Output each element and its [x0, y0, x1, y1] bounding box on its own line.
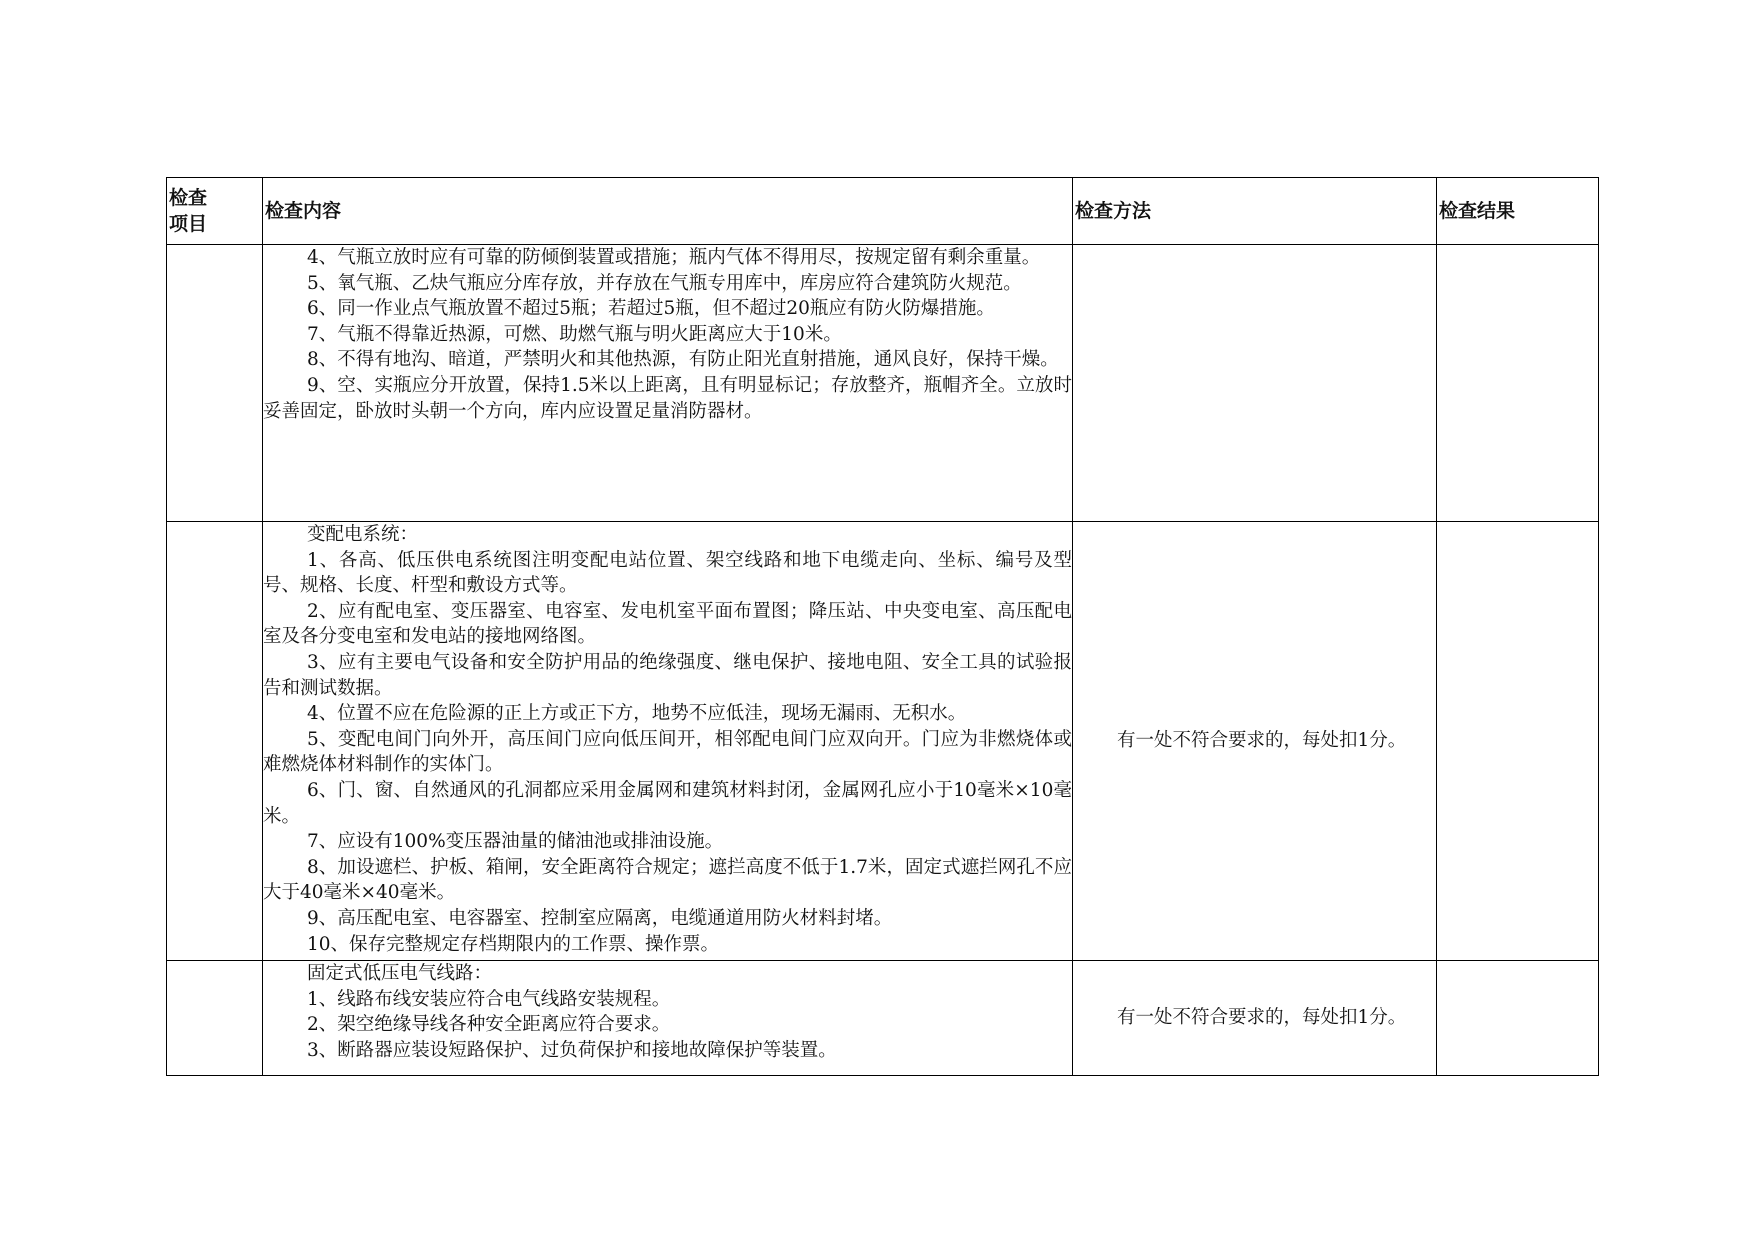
content-cell	[263, 245, 1073, 522]
content-line: 7、气瓶不得靠近热源，可燃、助燃气瓶与明火距离应大于10米。	[307, 323, 842, 345]
result-cell	[1437, 522, 1599, 961]
content-cell	[263, 522, 1073, 961]
header-inspection-content: 检查内容	[263, 178, 1073, 245]
content-line: 1、线路布线安装应符合电气线路安装规程。	[307, 988, 671, 1010]
item-cell	[167, 245, 263, 522]
content-line: 5、氧气瓶、乙炔气瓶应分库存放，并存放在气瓶专用库中，库房应符合建筑防火规范。	[307, 272, 1022, 294]
header-inspection-item: 检查项目	[167, 178, 263, 245]
content-line: 4、位置不应在危险源的正上方或正下方，地势不应低洼，现场无漏雨、无积水。	[307, 703, 967, 725]
content-line: 9、空、实瓶应分开放置，保持1.5米以上距离，且有明显标记；存放整齐，瓶帽齐全。立放时妥善固定，卧放时头朝一个方向，库内应设置足量消防器材。	[263, 374, 1072, 422]
content-line: 8、加设遮栏、护板、箱闸，安全距离符合规定；遮拦高度不低于1.7米，固定式遮拦网孔不应大于40毫米×40毫米。	[263, 856, 1072, 904]
method-cell	[1073, 961, 1437, 1076]
content-line: 3、应有主要电气设备和安全防护用品的绝缘强度、继电保护、接地电阻、安全工具的试验报告和测试数据。	[263, 651, 1072, 699]
content-line: 9、高压配电室、电容器室、控制室应隔离，电缆通道用防火材料封堵。	[307, 907, 893, 929]
content-line: 1、各高、低压供电系统图注明变配电站位置、架空线路和地下电缆走向、坐标、编号及型号、规格、长度、杆型和敷设方式等。	[263, 549, 1072, 597]
content-line: 2、架空绝缘导线各种安全距离应符合要求。	[307, 1014, 671, 1036]
content-line: 5、变配电间门向外开，高压间门应向低压间开，相邻配电间门应双向开。门应为非燃烧体或难燃烧体材料制作的实体门。	[263, 728, 1072, 776]
content-line: 7、应设有100%变压器油量的储油池或排油设施。	[307, 831, 724, 853]
method-text: 有一处不符合要求的，每处扣1分。	[1117, 1007, 1407, 1029]
content-line: 6、门、窗、自然通风的孔洞都应采用金属网和建筑材料封闭，金属网孔应小于10毫米×10毫米。	[263, 779, 1072, 827]
method-cell	[1073, 522, 1437, 961]
content-cell	[263, 961, 1073, 1076]
item-cell	[167, 522, 263, 961]
table-row	[167, 961, 1599, 1076]
content-line: 6、同一作业点气瓶放置不超过5瓶；若超过5瓶，但不超过20瓶应有防火防爆措施。	[307, 298, 995, 320]
inspection-table	[166, 177, 1599, 1076]
method-text: 有一处不符合要求的，每处扣1分。	[1117, 730, 1407, 752]
item-cell	[167, 961, 263, 1076]
result-cell	[1437, 961, 1599, 1076]
header-inspection-result: 检查结果	[1437, 178, 1599, 245]
method-cell	[1073, 245, 1437, 522]
table-row	[167, 245, 1599, 522]
content-line: 固定式低压电气线路：	[307, 963, 493, 984]
header-inspection-method: 检查方法	[1073, 178, 1437, 245]
content-line: 10、保存完整规定存档期限内的工作票、操作票。	[307, 933, 720, 955]
content-line: 8、不得有地沟、暗道，严禁明火和其他热源，有防止阳光直射措施，通风良好，保持干燥。	[307, 349, 1059, 371]
content-line: 3、断路器应装设短路保护、过负荷保护和接地故障保护等装置。	[307, 1039, 837, 1061]
result-cell	[1437, 245, 1599, 522]
content-line: 4、气瓶立放时应有可靠的防倾倒装置或措施；瓶内气体不得用尽，按规定留有剩余重量。	[307, 247, 1041, 268]
table-header-row	[167, 178, 1599, 245]
table-row	[167, 522, 1599, 961]
content-line: 变配电系统：	[307, 524, 419, 545]
content-line: 2、应有配电室、变压器室、电容室、发电机室平面布置图；降压站、中央变电室、高压配电室及各分变电室和发电站的接地网络图。	[263, 600, 1072, 648]
